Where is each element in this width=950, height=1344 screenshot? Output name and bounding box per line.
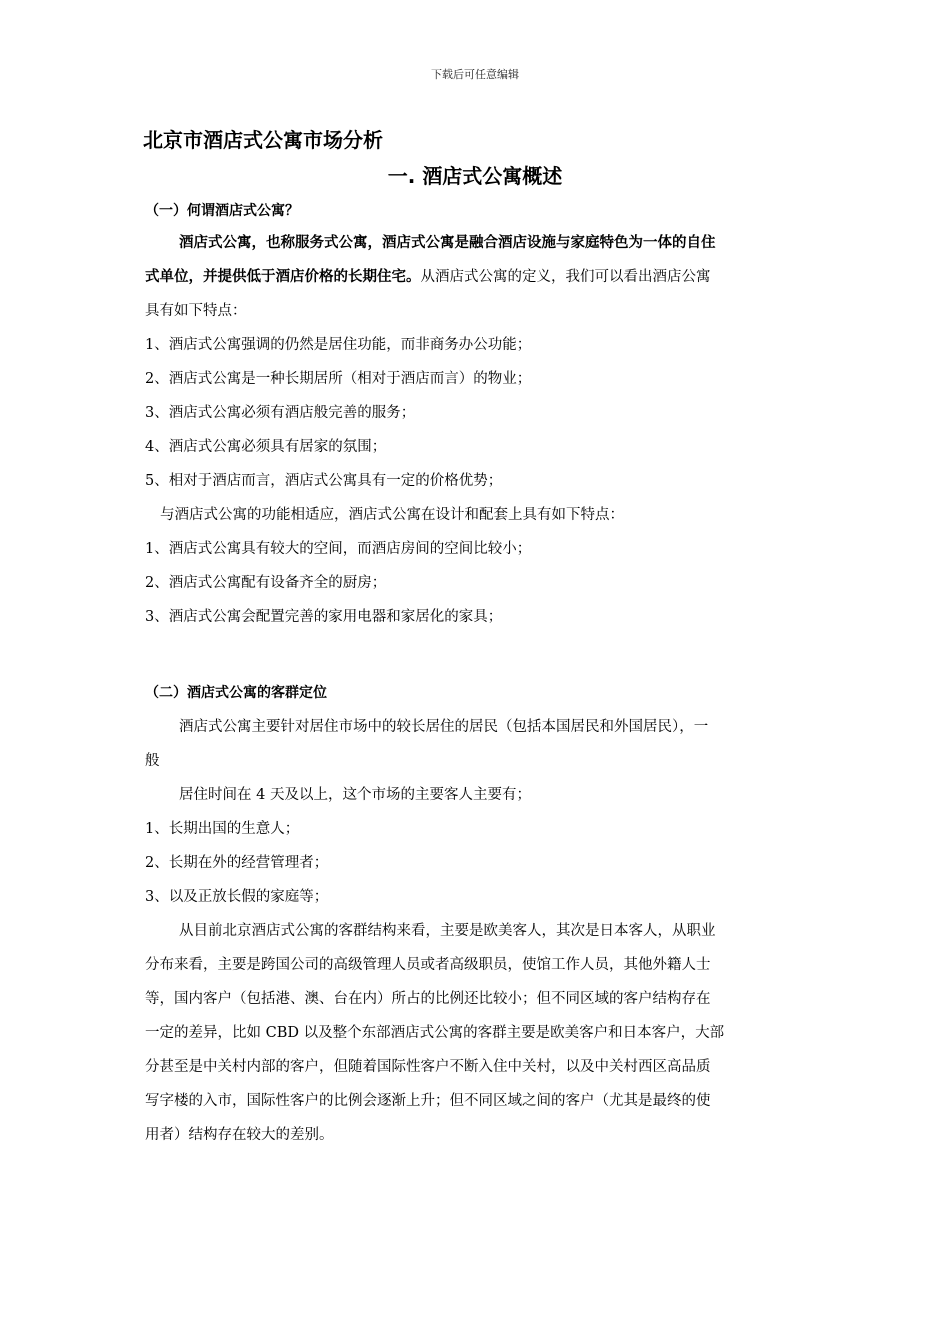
- design-feature-item: 3、酒店式公寓会配置完善的家用电器和家居化的家具；: [145, 609, 503, 625]
- intro-line2: [145, 260, 809, 294]
- para3-line: 分布来看，主要是跨国公司的高级管理人员或者高级职员，使馆工作人员，其他外籍人士: [145, 957, 711, 973]
- intro-normal-line2: 从酒店式公寓的定义，我们可以看出酒店公寓: [420, 269, 711, 285]
- intro-bold-line1: 酒店式公寓，也称服务式公寓，酒店式公寓是融合酒店设施与家庭特色为一体的自住: [179, 235, 716, 251]
- guest-item: 2、长期在外的经营管理者；: [145, 855, 329, 871]
- part2-heading: （二）酒店式公寓的客群定位: [145, 685, 327, 701]
- para3-line: 分甚至是中关村内部的客户，但随着国际性客户不断入住中关村，以及中关村西区高品质: [145, 1059, 711, 1075]
- design-intro: 与酒店式公寓的功能相适应，酒店式公寓在设计和配套上具有如下特点：: [160, 507, 624, 523]
- para3-line: 用者）结构存在较大的差别。: [145, 1127, 334, 1143]
- part2-block: [145, 676, 809, 1152]
- para3-line: 一定的差异，比如 CBD 以及整个东部酒店式公寓的客群主要是欧美客户和日本客户，大部: [145, 1025, 725, 1041]
- part1-block: [145, 196, 809, 634]
- guest-item: 1、长期出国的生意人；: [145, 821, 300, 837]
- para2: 居住时间在 4 天及以上，这个市场的主要客人主要有；: [179, 787, 531, 803]
- para3-line: 从目前北京酒店式公寓的客群结构来看，主要是欧美客人，其次是日本客人，从职业: [179, 923, 716, 939]
- design-feature-item: 2、酒店式公寓配有设备齐全的厨房；: [145, 575, 387, 591]
- feature-item: 3、酒店式公寓必须有酒店般完善的服务；: [145, 405, 416, 421]
- guest-item: 3、以及正放长假的家庭等；: [145, 889, 329, 905]
- feature-item: 5、相对于酒店而言，酒店式公寓具有一定的价格优势；: [145, 473, 503, 489]
- section-title: 一. 酒店式公寓概述: [387, 164, 563, 188]
- para1-line1: 酒店式公寓主要针对居住市场中的较长居住的居民（包括本国居民和外国居民），一: [179, 719, 709, 735]
- document-title: 北京市酒店式公寓市场分析: [143, 128, 383, 152]
- feature-item: 1、酒店式公寓强调的仍然是居住功能，而非商务办公功能；: [145, 337, 532, 353]
- feature-item: 4、酒店式公寓必须具有居家的氛围；: [145, 439, 387, 455]
- para1-line2: 般: [145, 753, 160, 769]
- design-feature-item: 1、酒店式公寓具有较大的空间，而酒店房间的空间比较小；: [145, 541, 532, 557]
- part1-heading: （一）何谓酒店式公寓？: [145, 203, 299, 219]
- para3-line: 等，国内客户（包括港、澳、台在内）所占的比例还比较小；但不同区域的客户结构存在: [145, 991, 711, 1007]
- feature-item: 2、酒店式公寓是一种长期居所（相对于酒店而言）的物业；: [145, 371, 532, 387]
- para3-line: 写字楼的入市，国际性客户的比例会逐渐上升；但不同区域之间的客户（尤其是最终的使: [145, 1093, 711, 1109]
- header-note: 下载后可任意编辑: [431, 68, 519, 81]
- intro-line3: 具有如下特点：: [145, 303, 247, 319]
- intro-bold-line2: 式单位，并提供低于酒店价格的长期住宅。: [145, 269, 421, 285]
